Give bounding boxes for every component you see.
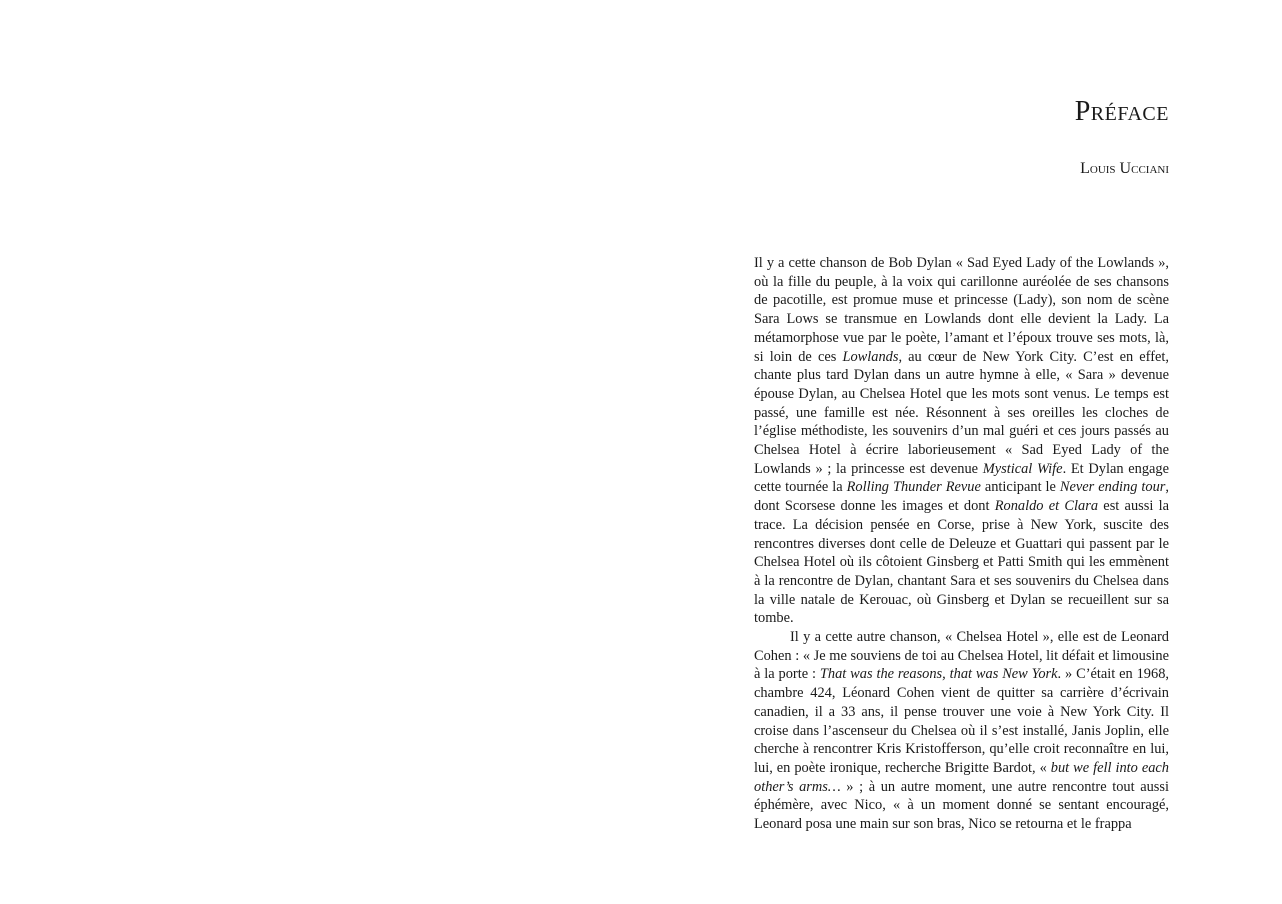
paragraph-2: [754, 628, 1169, 834]
italic-text-run: That was the reasons, that was New York: [819, 666, 1058, 683]
italic-text-run: Lowlands: [842, 348, 899, 365]
paragraph-1: [754, 254, 1169, 628]
chapter-title: Préface: [1074, 96, 1169, 127]
text-run: . Et Dylan engage cette tournée la: [754, 460, 1169, 496]
text-run: Il y a cette chanson de Bob Dylan « Sad Eyed Lady of the Lowlands », où la fille du peuple, à la voix qui carillonne auréolée de ses chansons de pacotille, est promue muse et princesse (Lady), son nom de scène Sara Lows se transmue en Lowlands dont elle devient la Lady. La métamorphose vue par le poète, l’amant et l’époux trouve ses mots, là, si loin de ces: [754, 255, 1169, 365]
italic-text-run: Ronaldo et Clara: [994, 498, 1099, 515]
right-page: [641, 0, 1282, 904]
italic-text-run: Rolling Thunder Revue: [846, 479, 981, 496]
italic-text-run: Never ending tour: [1059, 479, 1166, 496]
italic-text-run: Mystical Wife: [982, 460, 1063, 477]
text-run: anticipant le: [980, 479, 1060, 496]
text-run: » ; à un autre moment, une autre rencontre tout aussi éphémère, avec Nico, « à un moment donné se sentant encouragé, Leonard posa une main sur son bras, Nico se retourna et le frappa: [754, 778, 1169, 833]
body-text: [754, 254, 1169, 834]
text-run: , au cœur de New York City. C’est en effet, chante plus tard Dylan dans un autre hymne à elle, « Sara » devenue épouse Dylan, au Chelsea Hotel que les mots sont venus. Le temps est passé, une famille est née. Résonnent à ses oreilles les cloches de l’église méthodiste, les souvenirs d’un mal guéri et ces jours passés au Chelsea Hotel à écrire laborieusement « Sad Eyed Lady of the Lowlands » ; la princesse est devenue: [754, 348, 1169, 477]
text-run: Il y a cette autre chanson, « Chelsea Hotel », elle est de Leonard Cohen : « Je me souviens de toi au Chelsea Hotel, lit défait et limousine à la porte :: [754, 629, 1169, 683]
text-run: . » C’était en 1968, chambre 424, Léonard Cohen vient de quitter sa carrière d’écrivain canadien, il a 33 ans, il pense trouver une voie à New York City. Il croise dans l’ascenseur du Chelsea où il s’est installé, Janis Joplin, elle cherche à rencontrer Kris Kristofferson, qu’elle croit reconnaître en lui, lui, en poète ironique, recherche Brigitte Bardot, «: [754, 666, 1169, 776]
text-run: , dont Scorsese donne les images et dont: [754, 479, 1169, 515]
text-run: est aussi la trace. La décision pensée en Corse, prise à New York, suscite des rencontres diverses dont celle de Deleuze et Guattari qui passent par le Chelsea Hotel où ils côtoient Ginsberg et Patti Smith qui les emmènent à la rencontre de Dylan, chantant Sara et ses souvenirs du Chelsea dans la ville natale de Kerouac, où Ginsberg et Dylan se recueillent sur sa tombe.: [754, 498, 1170, 627]
italic-text-run: but we fell into each other’s arms…: [754, 759, 1169, 795]
author-name: Louis Ucciani: [1080, 160, 1169, 177]
